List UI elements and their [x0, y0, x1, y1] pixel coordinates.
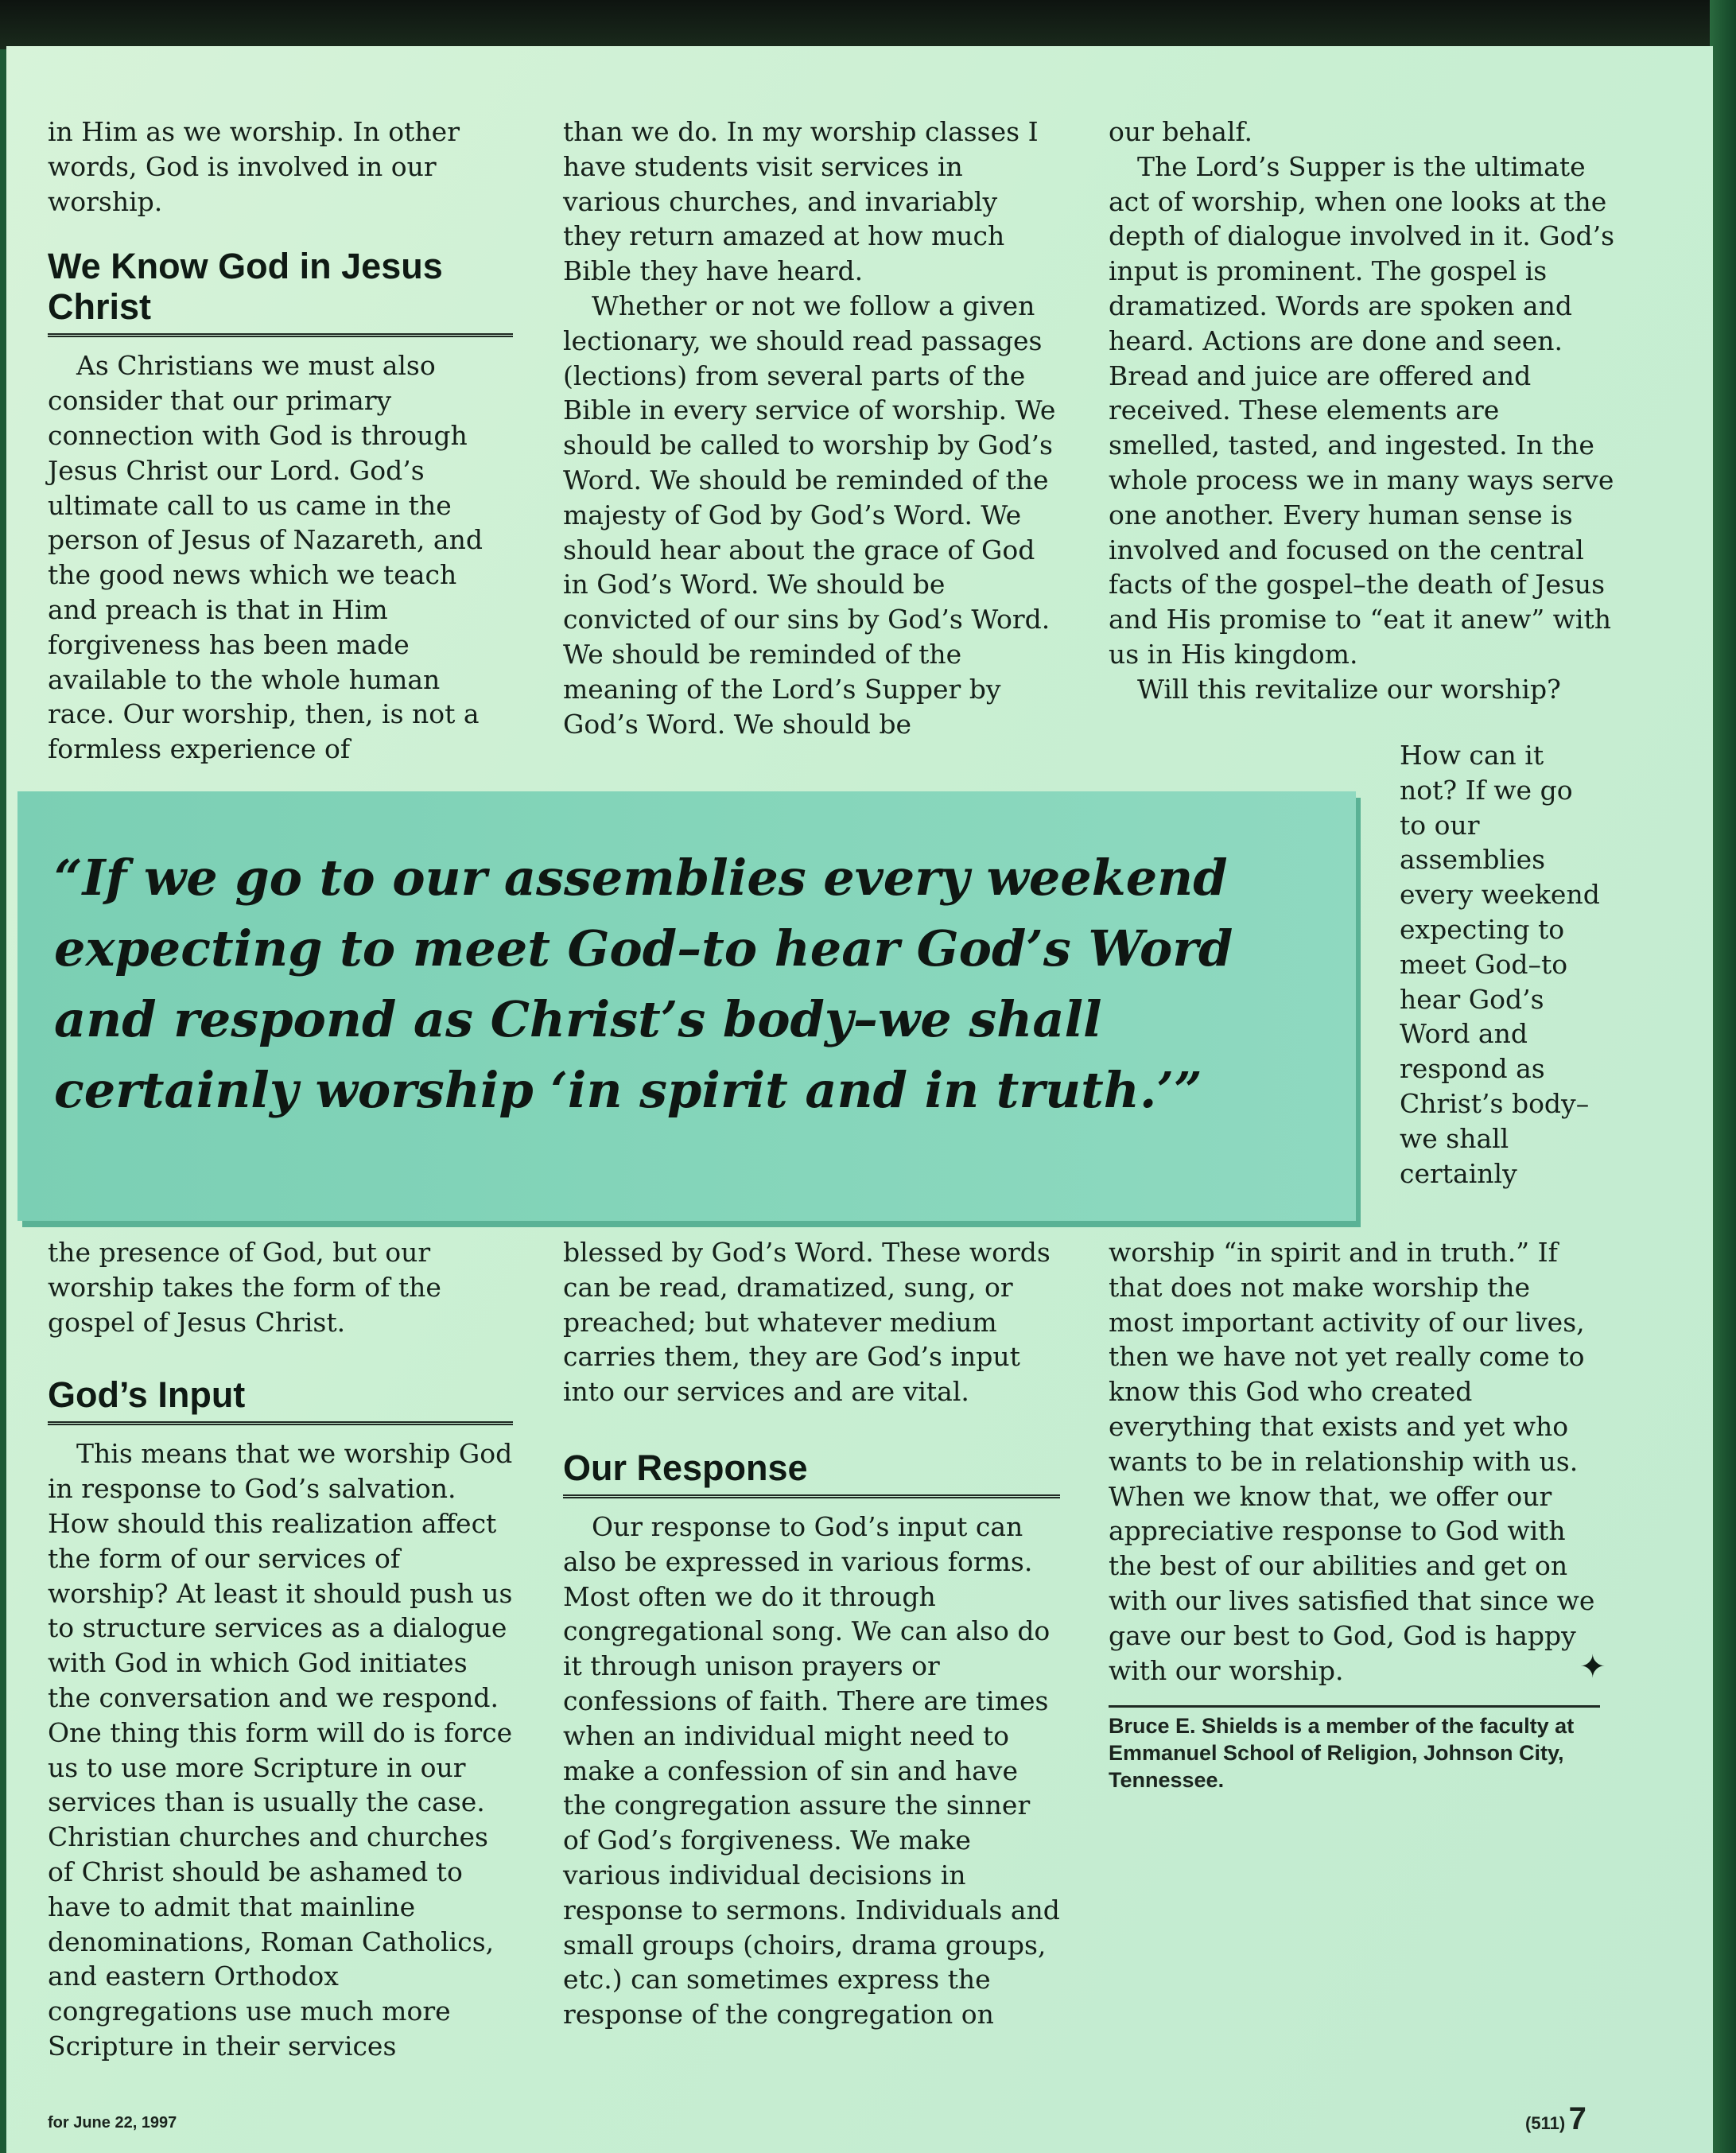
scan-border-top	[0, 0, 1736, 49]
paragraph: the presence of God, but our worship takes the form of the gospel of Jesus Christ.	[48, 1237, 441, 1338]
column-2-top	[563, 115, 1060, 741]
column-3-narrow: How can it not? If we go to our assemblies every weekend expecting to meet God–to hear God’s Word and respond as Christ’s body–we shall certainly	[1400, 740, 1600, 1189]
column-1-bottom	[48, 1235, 513, 2064]
column-1-top	[48, 115, 513, 767]
column-3-bottom	[1109, 1235, 1600, 1794]
section-heading-know-god: We Know God in Jesus Christ	[48, 246, 513, 337]
column-2-bottom	[563, 1235, 1060, 2032]
paragraph: Whether or not we follow a given lectionary, we should read passages (lections) from several parts of the Bible in every service of worship. We should be called to worship by God’s Word. We should be reminded of the majesty of God by God’s Word. We should hear about the grace of God in God’s Word. We should be convicted of our sins by God’s Word. We should be reminded of the meaning of the Lord’s Supper by God’s Word. We should be	[563, 290, 1056, 740]
paragraph: This means that we worship God in response to God’s salvation. How should this realization affect the form of our services of worship? At least it should push us to structure services as a dialogue with God in which God initiates the conversation and we respond. One thing this form will do is force us to use more Scripture in our services than is usually the case. Christian churches and churches of Christ should be ashamed to have to admit that mainline denominations, Roman Catholics, and eastern Orthodox congregations use much more Scripture in their services	[48, 1438, 513, 2062]
pull-quote-text: “If we go to our assemblies every weekend expecting to meet God–to hear God’s Word and respond as Christ’s body–we shall certainly worship ‘in spirit and in truth.’”	[54, 849, 1233, 1119]
column-3-top	[1109, 115, 1618, 707]
page-number: 7	[1568, 2101, 1586, 2136]
page-footer	[1525, 2101, 1586, 2137]
issue-code: (511)	[1525, 2113, 1566, 2133]
paragraph: in Him as we worship. In other words, God is involved in our worship.	[48, 116, 460, 217]
issue-date: for June 22, 1997	[48, 2114, 177, 2132]
end-of-article-icon: ✦	[1579, 1649, 1606, 1685]
section-heading-gods-input: God’s Input	[48, 1374, 513, 1425]
paragraph: The Lord’s Supper is the ultimate act of worship, when one looks at the depth of dialogue involved in it. God’s input is prominent. The gospel is dramatized. Words are spoken and heard. Actions are done and seen. Bread and juice are offered and received. These elements are smelled, tasted, and ingested. In the whole process we in many ways serve one another. Every human sense is involved and focused on the central facts of the gospel–the death of Jesus and His promise to “eat it anew” with us in His kingdom.	[1109, 150, 1615, 670]
paragraph: than we do. In my worship classes I have students visit services in various churches, and invariably they return amazed at how much Bible they have heard.	[563, 116, 1039, 287]
section-heading-our-response: Our Response	[563, 1448, 1060, 1498]
paragraph: Will this revitalize our worship?	[1137, 673, 1561, 705]
paragraph: our behalf.	[1109, 116, 1253, 147]
pull-quote-box	[17, 791, 1356, 1221]
paragraph: Our response to God’s input can also be expressed in various forms. Most often we do it through congregational song. We can also do it through unison prayers or confessions of faith. There are times when an individual might need to make a confession of sin and have the congregation assure the sinner of God’s forgiveness. We make various individual decisions in response to sermons. Individuals and small groups (choirs, drama groups, etc.) can sometimes express the response of the congregation on	[563, 1510, 1060, 2031]
magazine-page	[6, 46, 1713, 2153]
author-bio: Bruce E. Shields is a member of the faculty at Emmanuel School of Religion, Johnson City, Tennessee.	[1109, 1705, 1600, 1794]
paragraph: As Christians we must also consider that our primary connection with God is through Jesus Christ our Lord. God’s ultimate call to us came in the person of Jesus of Nazareth, and the good news which we teach and preach is that in Him forgiveness has been made available to the whole human race. Our worship, then, is not a formless experience of	[48, 350, 483, 765]
paragraph: worship “in spirit and in truth.” If that does not make worship the most important activity of our lives, then we have not yet really come to know this God who created everything that exists and yet who wants to be in relationship with us. When we know that, we offer our appreciative response to God with the best of our abilities and get on with our lives satisfied that since we gave our best to God, God is happy with our worship.	[1109, 1237, 1595, 1686]
scan-border-right	[1710, 0, 1736, 2153]
paragraph: blessed by God’s Word. These words can be read, dramatized, sung, or preached; but whatever medium carries them, they are God’s input into our services and are vital.	[563, 1237, 1051, 1408]
